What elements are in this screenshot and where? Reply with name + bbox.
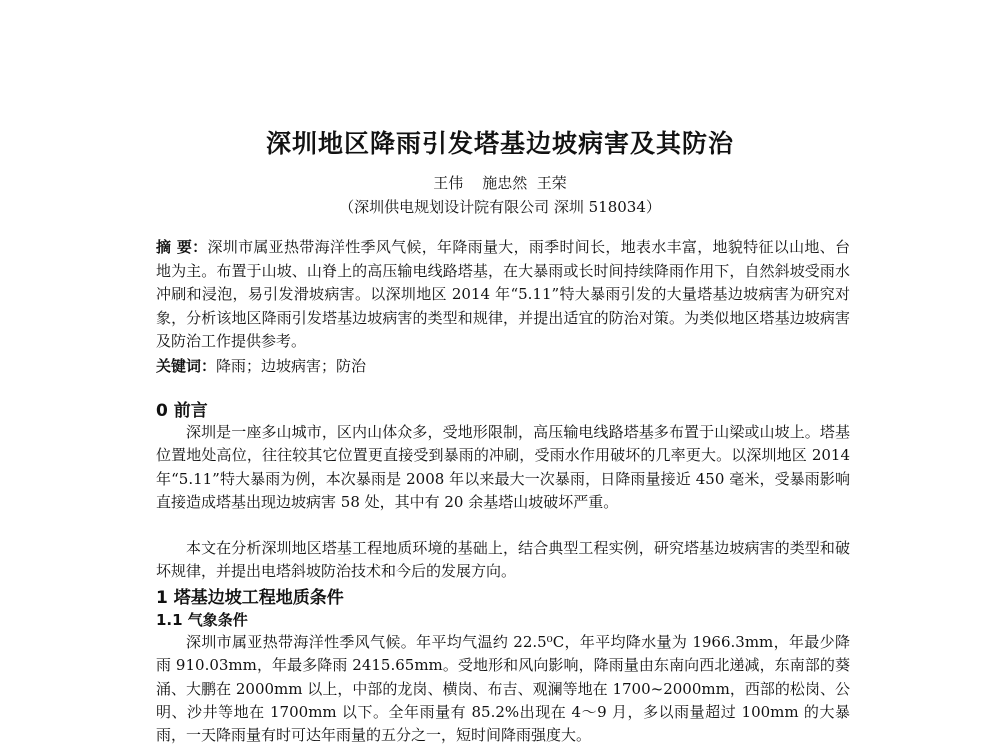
- abstract-text: 深圳市属亚热带海洋性季风气候，年降雨量大，雨季时间长，地表水丰富，地貌特征以山地、台地为主。布置于山坡、山脊上的高压输电线路塔基，在大暴雨或长时间持续降雨作用下，自然斜坡受雨水冲刷和浸泡，易引发滑坡病害。以深圳地区 2014 年“5.11”特大暴雨引发的大量塔基边坡病害为研究对象，分析该地区降雨引发塔基边坡病害的类型和规律，并提出适宜的防治对策。为类似地区塔基边坡病害及防治工作提供参考。: [156, 238, 850, 351]
- abstract-label: 摘 要：: [156, 238, 208, 256]
- intro-paragraph-1: 深圳是一座多山城市，区内山体众多，受地形限制，高压输电线路塔基多布置于山梁或山坡上。塔基位置地处高位，往往较其它位置更直接受到暴雨的冲刷，受雨水作用破坏的几率更大。以深圳地区 2014 年“5.11”特大暴雨为例，本次暴雨是 2008 年以来最大一次暴雨，日降雨量接近 450 毫米，受暴雨影响直接造成塔基出现边坡病害 58 处，其中有 20 余基塔山坡破坏严重。: [156, 423, 850, 511]
- intro-paragraph-2: 本文在分析深圳地区塔基工程地质环境的基础上，结合典型工程实例，研究塔基边坡病害的类型和破坏规律，并提出电塔斜坡防治技术和今后的发展方向。: [156, 539, 850, 581]
- keywords-label: 关键词：: [156, 357, 217, 375]
- section-heading-intro: 0 前言: [156, 401, 208, 421]
- climate-paragraph: 深圳市属亚热带海洋性季风气候。年平均气温约 22.5⁰C，年平均降水量为 1966.3mm，年最少降雨 910.03mm，年最多降雨 2415.65mm。受地形和风向影响，降雨量由东南向西北递减，东南部的葵涌、大鹏在 2000mm 以上，中部的龙岗、横岗、布吉、观澜等地在 1700~2000mm，西部的松岗、公明、沙井等地在 1700mm 以下。全年雨量有 85.2%出现在 4～9 月，多以雨量超过 100mm 的大暴雨，一天降雨量有时可达年雨量的五分之一，短时间降雨强度大。: [156, 633, 850, 745]
- paper-title: 深圳地区降雨引发塔基边坡病害及其防治: [265, 129, 734, 158]
- keywords-text: 降雨；边坡病害；防治: [216, 357, 367, 375]
- section-heading-geology: 1 塔基边坡工程地质条件: [156, 588, 344, 608]
- subsection-heading-climate: 1.1 气象条件: [156, 611, 248, 629]
- authors: 王伟 施忠然 王荣: [433, 174, 567, 192]
- abstract: [156, 236, 850, 354]
- keywords: [156, 355, 850, 376]
- affiliation: （深圳供电规划设计院有限公司 深圳 518034）: [339, 198, 661, 216]
